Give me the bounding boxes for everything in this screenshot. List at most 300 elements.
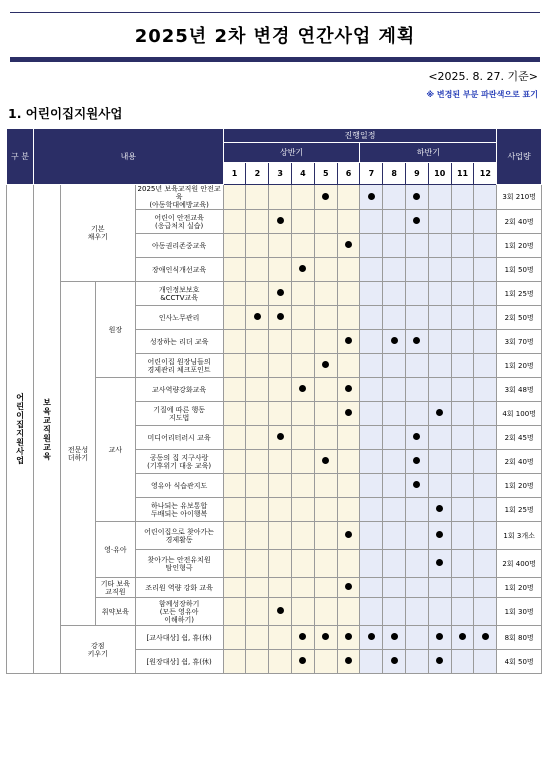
month-cell xyxy=(292,210,315,234)
month-cell xyxy=(314,578,337,598)
scale-value: 2회 40명 xyxy=(497,210,542,234)
month-cell xyxy=(337,402,360,426)
schedule-table xyxy=(6,128,542,674)
month-cell xyxy=(223,522,246,550)
schedule-dot xyxy=(368,633,375,640)
schedule-dot xyxy=(391,337,398,344)
month-cell xyxy=(360,550,383,578)
month-cell xyxy=(246,210,269,234)
schedule-dot xyxy=(436,559,443,566)
month-cell xyxy=(406,185,429,210)
month-cell xyxy=(428,234,451,258)
month-cell xyxy=(383,598,406,626)
month-cell xyxy=(451,522,474,550)
month-cell xyxy=(246,234,269,258)
month-header: 3 xyxy=(269,163,292,185)
month-cell xyxy=(360,498,383,522)
month-cell xyxy=(314,354,337,378)
month-cell xyxy=(474,426,497,450)
month-cell xyxy=(314,282,337,306)
section-title: 1. 어린이집지원사업 xyxy=(8,106,123,121)
scale-value: 3회 210명 xyxy=(497,185,542,210)
month-cell xyxy=(269,522,292,550)
month-cell xyxy=(314,626,337,650)
program-label: [교사대상] 쉼, 휴(休) xyxy=(135,626,223,650)
month-cell xyxy=(246,626,269,650)
month-header: 10 xyxy=(428,163,451,185)
month-cell xyxy=(383,426,406,450)
header-content: 내용 xyxy=(33,129,223,185)
month-cell xyxy=(360,598,383,626)
month-cell xyxy=(314,426,337,450)
month-cell xyxy=(223,258,246,282)
program-label: 2025년 보육교직원 안전교육 (아동학대예방교육) xyxy=(135,185,223,210)
schedule-dot xyxy=(436,531,443,538)
month-cell xyxy=(337,474,360,498)
month-cell xyxy=(406,234,429,258)
month-cell xyxy=(406,306,429,330)
month-cell xyxy=(451,474,474,498)
month-cell xyxy=(406,330,429,354)
program-label: 어린이집 원장님들의 경제관리 체크포인트 xyxy=(135,354,223,378)
month-cell xyxy=(360,650,383,674)
month-cell xyxy=(383,498,406,522)
month-cell xyxy=(337,185,360,210)
schedule-dot xyxy=(413,433,420,440)
month-cell xyxy=(269,282,292,306)
month-cell xyxy=(223,185,246,210)
schedule-dot xyxy=(345,241,352,248)
table-row xyxy=(7,282,542,306)
schedule-dot xyxy=(413,337,420,344)
month-cell xyxy=(428,402,451,426)
scale-value: 2회 400명 xyxy=(497,550,542,578)
group-other-staff: 기타 보육 교직원 xyxy=(96,578,135,598)
program-label: 찾아가는 안전유치원 탐인형극 xyxy=(135,550,223,578)
schedule-dot xyxy=(413,481,420,488)
month-cell xyxy=(292,234,315,258)
month-cell xyxy=(314,330,337,354)
month-cell xyxy=(428,626,451,650)
month-cell xyxy=(269,306,292,330)
month-cell xyxy=(360,282,383,306)
month-cell xyxy=(269,402,292,426)
month-cell xyxy=(314,306,337,330)
month-cell xyxy=(223,498,246,522)
program-label: 장애인식개선교육 xyxy=(135,258,223,282)
month-cell xyxy=(428,258,451,282)
program-label: 조리원 역량 강화 교육 xyxy=(135,578,223,598)
month-cell xyxy=(337,650,360,674)
month-cell xyxy=(451,378,474,402)
program-label: 미디어리터러시 교육 xyxy=(135,426,223,450)
month-cell xyxy=(428,378,451,402)
month-cell xyxy=(246,402,269,426)
group-basic: 기본 채우기 xyxy=(60,185,135,282)
month-cell xyxy=(451,426,474,450)
schedule-dot xyxy=(322,193,329,200)
month-cell xyxy=(314,402,337,426)
month-header: 5 xyxy=(314,163,337,185)
program-label: 성장하는 리더 교육 xyxy=(135,330,223,354)
month-cell xyxy=(360,234,383,258)
month-cell xyxy=(246,498,269,522)
scale-value: 4회 100명 xyxy=(497,402,542,426)
month-cell xyxy=(428,550,451,578)
month-cell xyxy=(406,378,429,402)
month-cell xyxy=(292,578,315,598)
table-row xyxy=(7,185,542,210)
month-cell xyxy=(269,550,292,578)
month-cell xyxy=(406,578,429,598)
schedule-dot xyxy=(368,193,375,200)
month-header: 12 xyxy=(474,163,497,185)
month-cell xyxy=(428,450,451,474)
month-cell xyxy=(223,330,246,354)
month-cell xyxy=(360,378,383,402)
month-cell xyxy=(269,378,292,402)
month-cell xyxy=(292,402,315,426)
month-cell xyxy=(223,402,246,426)
schedule-dot xyxy=(277,313,284,320)
month-cell xyxy=(314,498,337,522)
schedule-dot xyxy=(436,657,443,664)
schedule-dot xyxy=(277,607,284,614)
month-cell xyxy=(383,354,406,378)
month-cell xyxy=(406,426,429,450)
month-cell xyxy=(474,210,497,234)
month-cell xyxy=(406,258,429,282)
scale-value: 3회 48명 xyxy=(497,378,542,402)
month-cell xyxy=(292,354,315,378)
month-cell xyxy=(360,522,383,550)
month-cell xyxy=(292,450,315,474)
month-header: 1 xyxy=(223,163,246,185)
month-cell xyxy=(269,210,292,234)
schedule-dot xyxy=(322,361,329,368)
scale-value: 1회 3개소 xyxy=(497,522,542,550)
month-cell xyxy=(406,550,429,578)
month-cell xyxy=(428,578,451,598)
month-cell xyxy=(292,522,315,550)
month-cell xyxy=(428,522,451,550)
month-cell xyxy=(269,354,292,378)
month-cell xyxy=(223,426,246,450)
month-header: 6 xyxy=(337,163,360,185)
month-cell xyxy=(223,598,246,626)
schedule-dot xyxy=(277,289,284,296)
month-cell xyxy=(406,402,429,426)
program-label: 어린이집으로 찾아가는 경제활동 xyxy=(135,522,223,550)
schedule-dot xyxy=(254,313,261,320)
scale-value: 1회 20명 xyxy=(497,354,542,378)
month-header: 11 xyxy=(451,163,474,185)
month-cell xyxy=(246,185,269,210)
month-cell xyxy=(383,650,406,674)
month-cell xyxy=(292,650,315,674)
month-cell xyxy=(314,378,337,402)
month-cell xyxy=(474,522,497,550)
month-cell xyxy=(360,402,383,426)
month-cell xyxy=(383,306,406,330)
month-cell xyxy=(246,306,269,330)
month-cell xyxy=(337,426,360,450)
month-cell xyxy=(314,650,337,674)
month-cell xyxy=(269,450,292,474)
schedule-dot xyxy=(413,457,420,464)
month-cell xyxy=(451,650,474,674)
month-cell xyxy=(223,306,246,330)
month-cell xyxy=(383,258,406,282)
month-cell xyxy=(360,185,383,210)
page-title-box xyxy=(10,12,540,62)
month-cell xyxy=(246,282,269,306)
month-cell xyxy=(292,598,315,626)
month-cell xyxy=(246,598,269,626)
month-cell xyxy=(428,598,451,626)
schedule-dot xyxy=(345,583,352,590)
month-cell xyxy=(474,598,497,626)
schedule-dot xyxy=(436,409,443,416)
month-cell xyxy=(223,650,246,674)
month-cell xyxy=(428,282,451,306)
scale-value: 2회 45명 xyxy=(497,426,542,450)
program-label: 영유아 식습관지도 xyxy=(135,474,223,498)
month-cell xyxy=(406,210,429,234)
schedule-dot xyxy=(391,633,398,640)
month-cell xyxy=(451,402,474,426)
schedule-dot xyxy=(322,457,329,464)
month-cell xyxy=(451,626,474,650)
month-cell xyxy=(246,578,269,598)
month-cell xyxy=(269,234,292,258)
month-cell xyxy=(474,474,497,498)
month-cell xyxy=(451,330,474,354)
month-header: 4 xyxy=(292,163,315,185)
month-cell xyxy=(223,578,246,598)
month-cell xyxy=(314,522,337,550)
month-cell xyxy=(223,378,246,402)
program-label: 어린이 안전교육 (응급처치 실습) xyxy=(135,210,223,234)
month-cell xyxy=(360,474,383,498)
month-cell xyxy=(223,550,246,578)
month-cell xyxy=(292,626,315,650)
month-cell xyxy=(337,378,360,402)
month-cell xyxy=(451,550,474,578)
scale-value: 1회 25명 xyxy=(497,282,542,306)
month-cell xyxy=(292,306,315,330)
group-vulnerable: 취약보육 xyxy=(96,598,135,626)
month-cell xyxy=(474,626,497,650)
month-cell xyxy=(246,450,269,474)
month-cell xyxy=(406,282,429,306)
month-cell xyxy=(383,402,406,426)
month-cell xyxy=(246,258,269,282)
reference-date: <2025. 8. 27. 기준> xyxy=(428,70,538,83)
month-cell xyxy=(246,522,269,550)
month-cell xyxy=(474,282,497,306)
month-header: 9 xyxy=(406,163,429,185)
month-cell xyxy=(406,626,429,650)
month-cell xyxy=(246,426,269,450)
month-cell xyxy=(246,378,269,402)
group-teacher: 교사 xyxy=(96,378,135,522)
schedule-dot xyxy=(299,633,306,640)
schedule-dot xyxy=(345,633,352,640)
scale-value: 1회 30명 xyxy=(497,598,542,626)
month-cell xyxy=(314,234,337,258)
month-cell xyxy=(428,185,451,210)
month-cell xyxy=(292,550,315,578)
month-cell xyxy=(474,378,497,402)
month-cell xyxy=(451,282,474,306)
schedule-dot xyxy=(459,633,466,640)
scale-value: 8회 80명 xyxy=(497,626,542,650)
month-cell xyxy=(428,650,451,674)
month-cell xyxy=(428,426,451,450)
month-cell xyxy=(360,330,383,354)
month-cell xyxy=(474,185,497,210)
month-cell xyxy=(474,550,497,578)
month-cell xyxy=(314,185,337,210)
month-cell xyxy=(314,598,337,626)
month-cell xyxy=(337,330,360,354)
month-cell xyxy=(474,330,497,354)
scale-value: 1회 50명 xyxy=(497,258,542,282)
schedule-dot xyxy=(345,409,352,416)
month-cell xyxy=(337,550,360,578)
program-label: 인사노무관리 xyxy=(135,306,223,330)
month-cell xyxy=(451,450,474,474)
month-cell xyxy=(451,306,474,330)
scale-value: 3회 70명 xyxy=(497,330,542,354)
month-cell xyxy=(314,210,337,234)
month-cell xyxy=(383,185,406,210)
month-cell xyxy=(383,550,406,578)
month-cell xyxy=(360,626,383,650)
scale-value: 1회 20명 xyxy=(497,234,542,258)
header-division: 구 분 xyxy=(7,129,34,185)
month-cell xyxy=(451,354,474,378)
month-cell xyxy=(474,234,497,258)
group-director: 원장 xyxy=(96,282,135,378)
month-cell xyxy=(428,306,451,330)
program-label: 기질에 따른 행동 지도법 xyxy=(135,402,223,426)
schedule-dot xyxy=(413,217,420,224)
month-cell xyxy=(428,330,451,354)
scale-value: 2회 50명 xyxy=(497,306,542,330)
month-cell xyxy=(269,598,292,626)
month-cell xyxy=(406,354,429,378)
month-cell xyxy=(383,450,406,474)
schedule-dot xyxy=(391,657,398,664)
month-cell xyxy=(292,426,315,450)
month-header: 8 xyxy=(383,163,406,185)
header-second-half: 하반기 xyxy=(360,143,497,163)
month-cell xyxy=(451,210,474,234)
month-cell xyxy=(223,450,246,474)
program-label: 아동권리존중교육 xyxy=(135,234,223,258)
month-cell xyxy=(474,650,497,674)
month-cell xyxy=(337,578,360,598)
month-cell xyxy=(292,258,315,282)
month-cell xyxy=(383,474,406,498)
schedule-dot xyxy=(482,633,489,640)
scale-value: 2회 40명 xyxy=(497,450,542,474)
month-cell xyxy=(246,650,269,674)
month-cell xyxy=(383,234,406,258)
month-cell xyxy=(360,306,383,330)
month-cell xyxy=(360,426,383,450)
schedule-dot xyxy=(299,385,306,392)
program-label: 하나되는 유보통합 두배되는 아이행복 xyxy=(135,498,223,522)
scale-value: 1회 20명 xyxy=(497,578,542,598)
month-cell xyxy=(246,550,269,578)
month-cell xyxy=(406,650,429,674)
month-cell xyxy=(406,498,429,522)
month-cell xyxy=(451,258,474,282)
scale-value: 4회 50명 xyxy=(497,650,542,674)
month-cell xyxy=(474,498,497,522)
month-cell xyxy=(383,330,406,354)
schedule-dot xyxy=(277,433,284,440)
month-cell xyxy=(223,474,246,498)
schedule-dot xyxy=(345,337,352,344)
month-cell xyxy=(474,258,497,282)
month-cell xyxy=(269,650,292,674)
month-cell xyxy=(337,354,360,378)
month-cell xyxy=(360,210,383,234)
month-cell xyxy=(360,258,383,282)
month-cell xyxy=(314,550,337,578)
month-cell xyxy=(474,306,497,330)
month-cell xyxy=(292,378,315,402)
month-cell xyxy=(269,426,292,450)
month-cell xyxy=(246,330,269,354)
schedule-dot xyxy=(413,193,420,200)
month-cell xyxy=(337,498,360,522)
month-cell xyxy=(451,578,474,598)
program-label: [원장대상] 쉼, 휴(休) xyxy=(135,650,223,674)
month-cell xyxy=(223,210,246,234)
page-title: 2025년 2차 변경 연간사업 계획 xyxy=(134,26,416,47)
month-cell xyxy=(406,522,429,550)
month-header: 2 xyxy=(246,163,269,185)
header-schedule: 진행일정 xyxy=(223,129,497,143)
month-cell xyxy=(428,474,451,498)
group-infant: 영·유아 xyxy=(96,522,135,578)
schedule-dot xyxy=(436,633,443,640)
month-cell xyxy=(337,234,360,258)
month-cell xyxy=(406,598,429,626)
month-cell xyxy=(269,185,292,210)
month-cell xyxy=(314,450,337,474)
month-cell xyxy=(269,626,292,650)
month-cell xyxy=(451,498,474,522)
month-cell xyxy=(383,378,406,402)
schedule-dot xyxy=(345,657,352,664)
table-row xyxy=(7,626,542,650)
group-expert: 전문성 더하기 xyxy=(60,282,95,626)
month-cell xyxy=(383,578,406,598)
month-cell xyxy=(223,234,246,258)
month-cell xyxy=(269,498,292,522)
month-cell xyxy=(383,282,406,306)
month-cell xyxy=(292,498,315,522)
schedule-dot xyxy=(299,657,306,664)
month-cell xyxy=(474,354,497,378)
schedule-dot xyxy=(277,217,284,224)
